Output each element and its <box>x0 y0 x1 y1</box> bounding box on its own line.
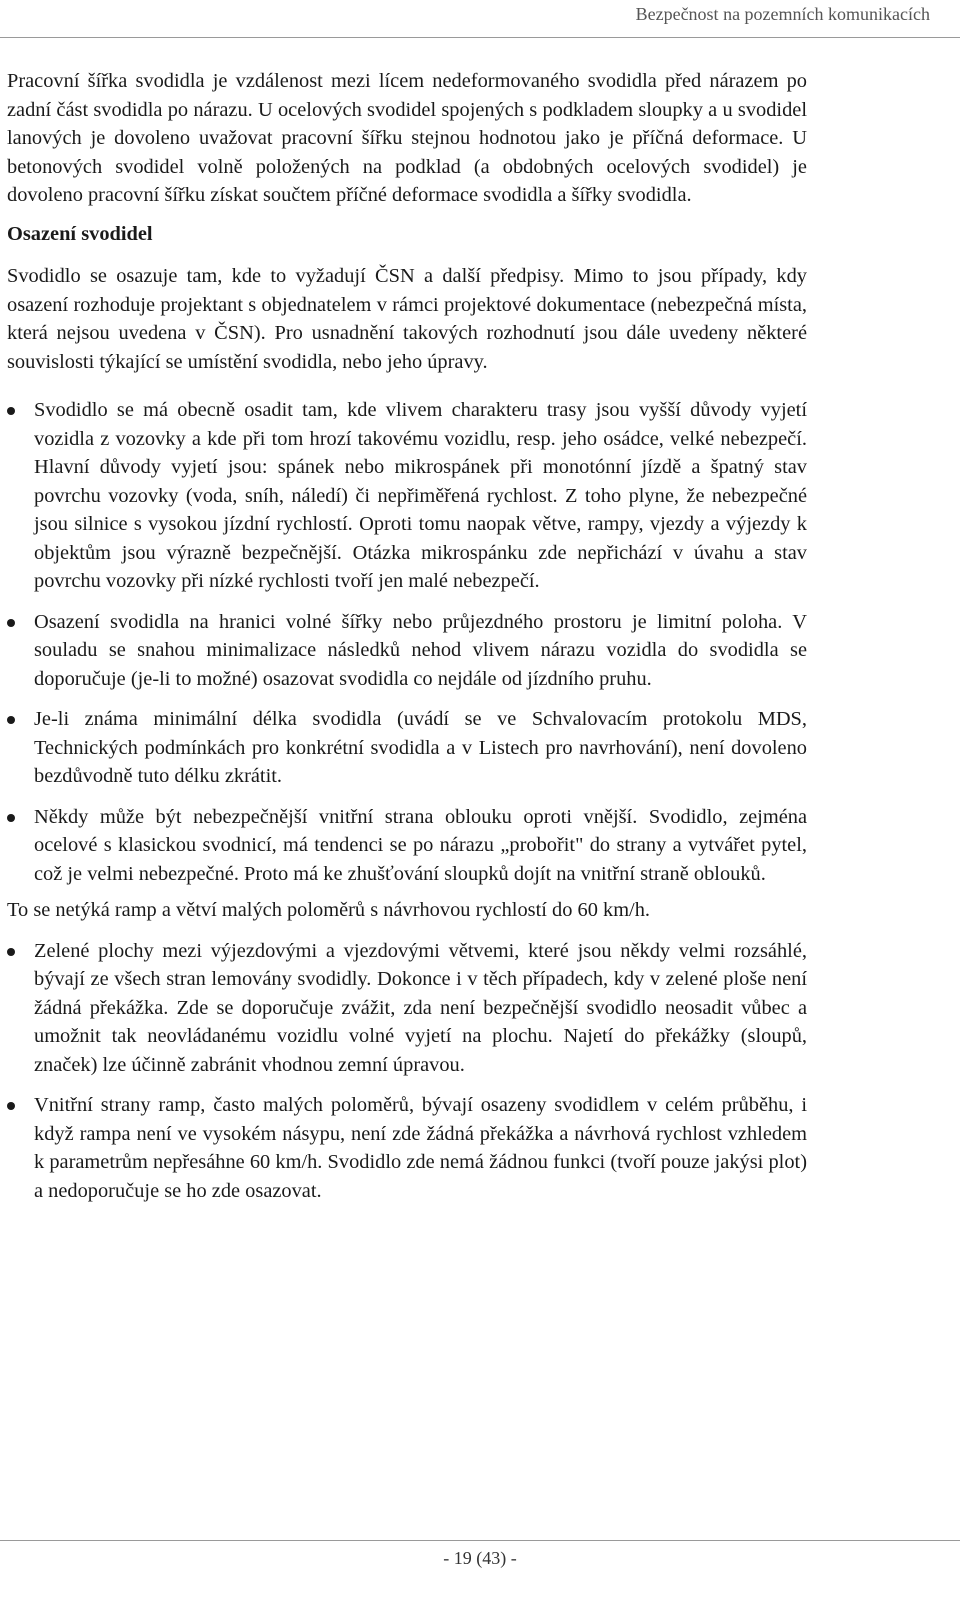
bullet-list-main <box>7 396 807 888</box>
section-heading: Osazení svodidel <box>7 222 153 245</box>
list-item: Vnitřní strany ramp, často malých poloměrů, bývají osazeny svodidlem v celém průběhu, i když rampa není ve vysokém násypu, není zde žádná překážka a návrhová rychlost vzhledem k parametrům nepřesáhne 60 km/h. Svodidlo zde nemá žádnou funkci (tvoří pouze jakýsi plot) a nedoporučuje se ho zde osazovat. <box>7 1091 807 1205</box>
list-item: Zelené plochy mezi výjezdovými a vjezdovými větvemi, které jsou někdy velmi rozsáhlé, bývají ze všech stran lemovány svodidly. Dokonce i v těch případech, kdy v zelené ploše není žádná překážka. Zde se doporučuje zvážit, zda není bezpečnější svodidlo neosadit vůbec a umožnit tak neovládanému vozidlu volné vyjetí na plochu. Najetí do překážky (sloupů, značek) lze účinně zabránit vhodnou zemní úpravou. <box>7 937 807 1080</box>
running-header: Bezpečnost na pozemních komunikacích <box>635 4 930 24</box>
bullet-list-ramps <box>7 937 807 1206</box>
page-body <box>7 67 807 1217</box>
bullet-icon <box>7 814 15 822</box>
bullet-icon <box>7 716 15 724</box>
bullet-icon <box>7 1102 15 1110</box>
paragraph-placement-intro: Svodidlo se osazuje tam, kde to vyžadují ČSN a další předpisy. Mimo to jsou případy, kdy osazení rozhoduje projektant s objednatelem v rámci projektové dokumentace (nebezpečná místa, která nejsou uvedena v ČSN). Pro usnadnění takových rozhodnutí jsou dále uvedeny některé souvislosti týkající se umístění svodidla, nebo jeho úpravy. <box>7 265 807 373</box>
page-number: - 19 (43) - <box>443 1548 517 1568</box>
paragraph-working-width: Pracovní šířka svodidla je vzdálenost mezi lícem nedeformovaného svodidla před nárazem po zadní část svodidla po nárazu. U ocelových svodidel spojených s podkladem sloupky a u svodidel lanových je dovoleno uvažovat pracovní šířku stejnou hodnotou jako je příčná deformace. U betonových svodidel volně položených na podklad (a obdobných ocelových svodidel) je dovoleno pracovní šířku získat součtem příčné deformace svodidla a šířky svodidla. <box>7 70 807 206</box>
bullet-icon <box>7 407 15 415</box>
bullet-icon <box>7 619 15 627</box>
list-item: Je-li známa minimální délka svodidla (uvádí se ve Schvalovacím protokolu MDS, Technických podmínkách pro konkrétní svodidla a v Listech pro navrhování), není dovoleno bezdůvodně tuto délku zkrátit. <box>7 705 807 791</box>
list-item: Osazení svodidla na hranici volné šířky nebo průjezdného prostoru je limitní poloha. V souladu se snahou minimalizace následků nehod vlivem nárazu vozidla do svodidla se doporučuje (je-li to možné) osazovat svodidla co nejdále od jízdního pruhu. <box>7 608 807 694</box>
bullet-icon <box>7 948 15 956</box>
list-item: Svodidlo se má obecně osadit tam, kde vlivem charakteru trasy jsou vyšší důvody vyjetí vozidla z vozovky a kde při tom hrozí takovému vozidlu, resp. jeho osádce, velké nebezpečí. Hlavní důvody vyjetí jsou: spánek nebo mikrospánek při monotónní jízdě a špatný stav povrchu vozovky (voda, sníh, náledí) či nepřiměřená rychlost. Z toho plyne, že nebezpečné jsou silnice s vysokou jízdní rychlostí. Oproti tomu naopak větve, rampy, vjezdy a výjezdy k objektům jsou výrazně bezpečnější. Otázka mikrospánku zde nepřichází v úvahu a stav povrchu vozovky při nízké rychlosti tvoří jen malé nebezpečí. <box>7 396 807 596</box>
footer-divider <box>0 1540 960 1541</box>
header-divider <box>0 37 960 38</box>
list-item: Někdy může být nebezpečnější vnitřní strana oblouku oproti vnější. Svodidlo, zejména ocelové s klasickou svodnicí, má tendenci se po nárazu „probořit" do strany a vytvářet pytel, což je velmi nebezpečné. Proto má ke zhušťování sloupků dojít na vnitřní straně oblouků. <box>7 803 807 889</box>
paragraph-exception-note: To se netýká ramp a větví malých poloměrů s návrhovou rychlostí do 60 km/h. <box>7 899 651 921</box>
